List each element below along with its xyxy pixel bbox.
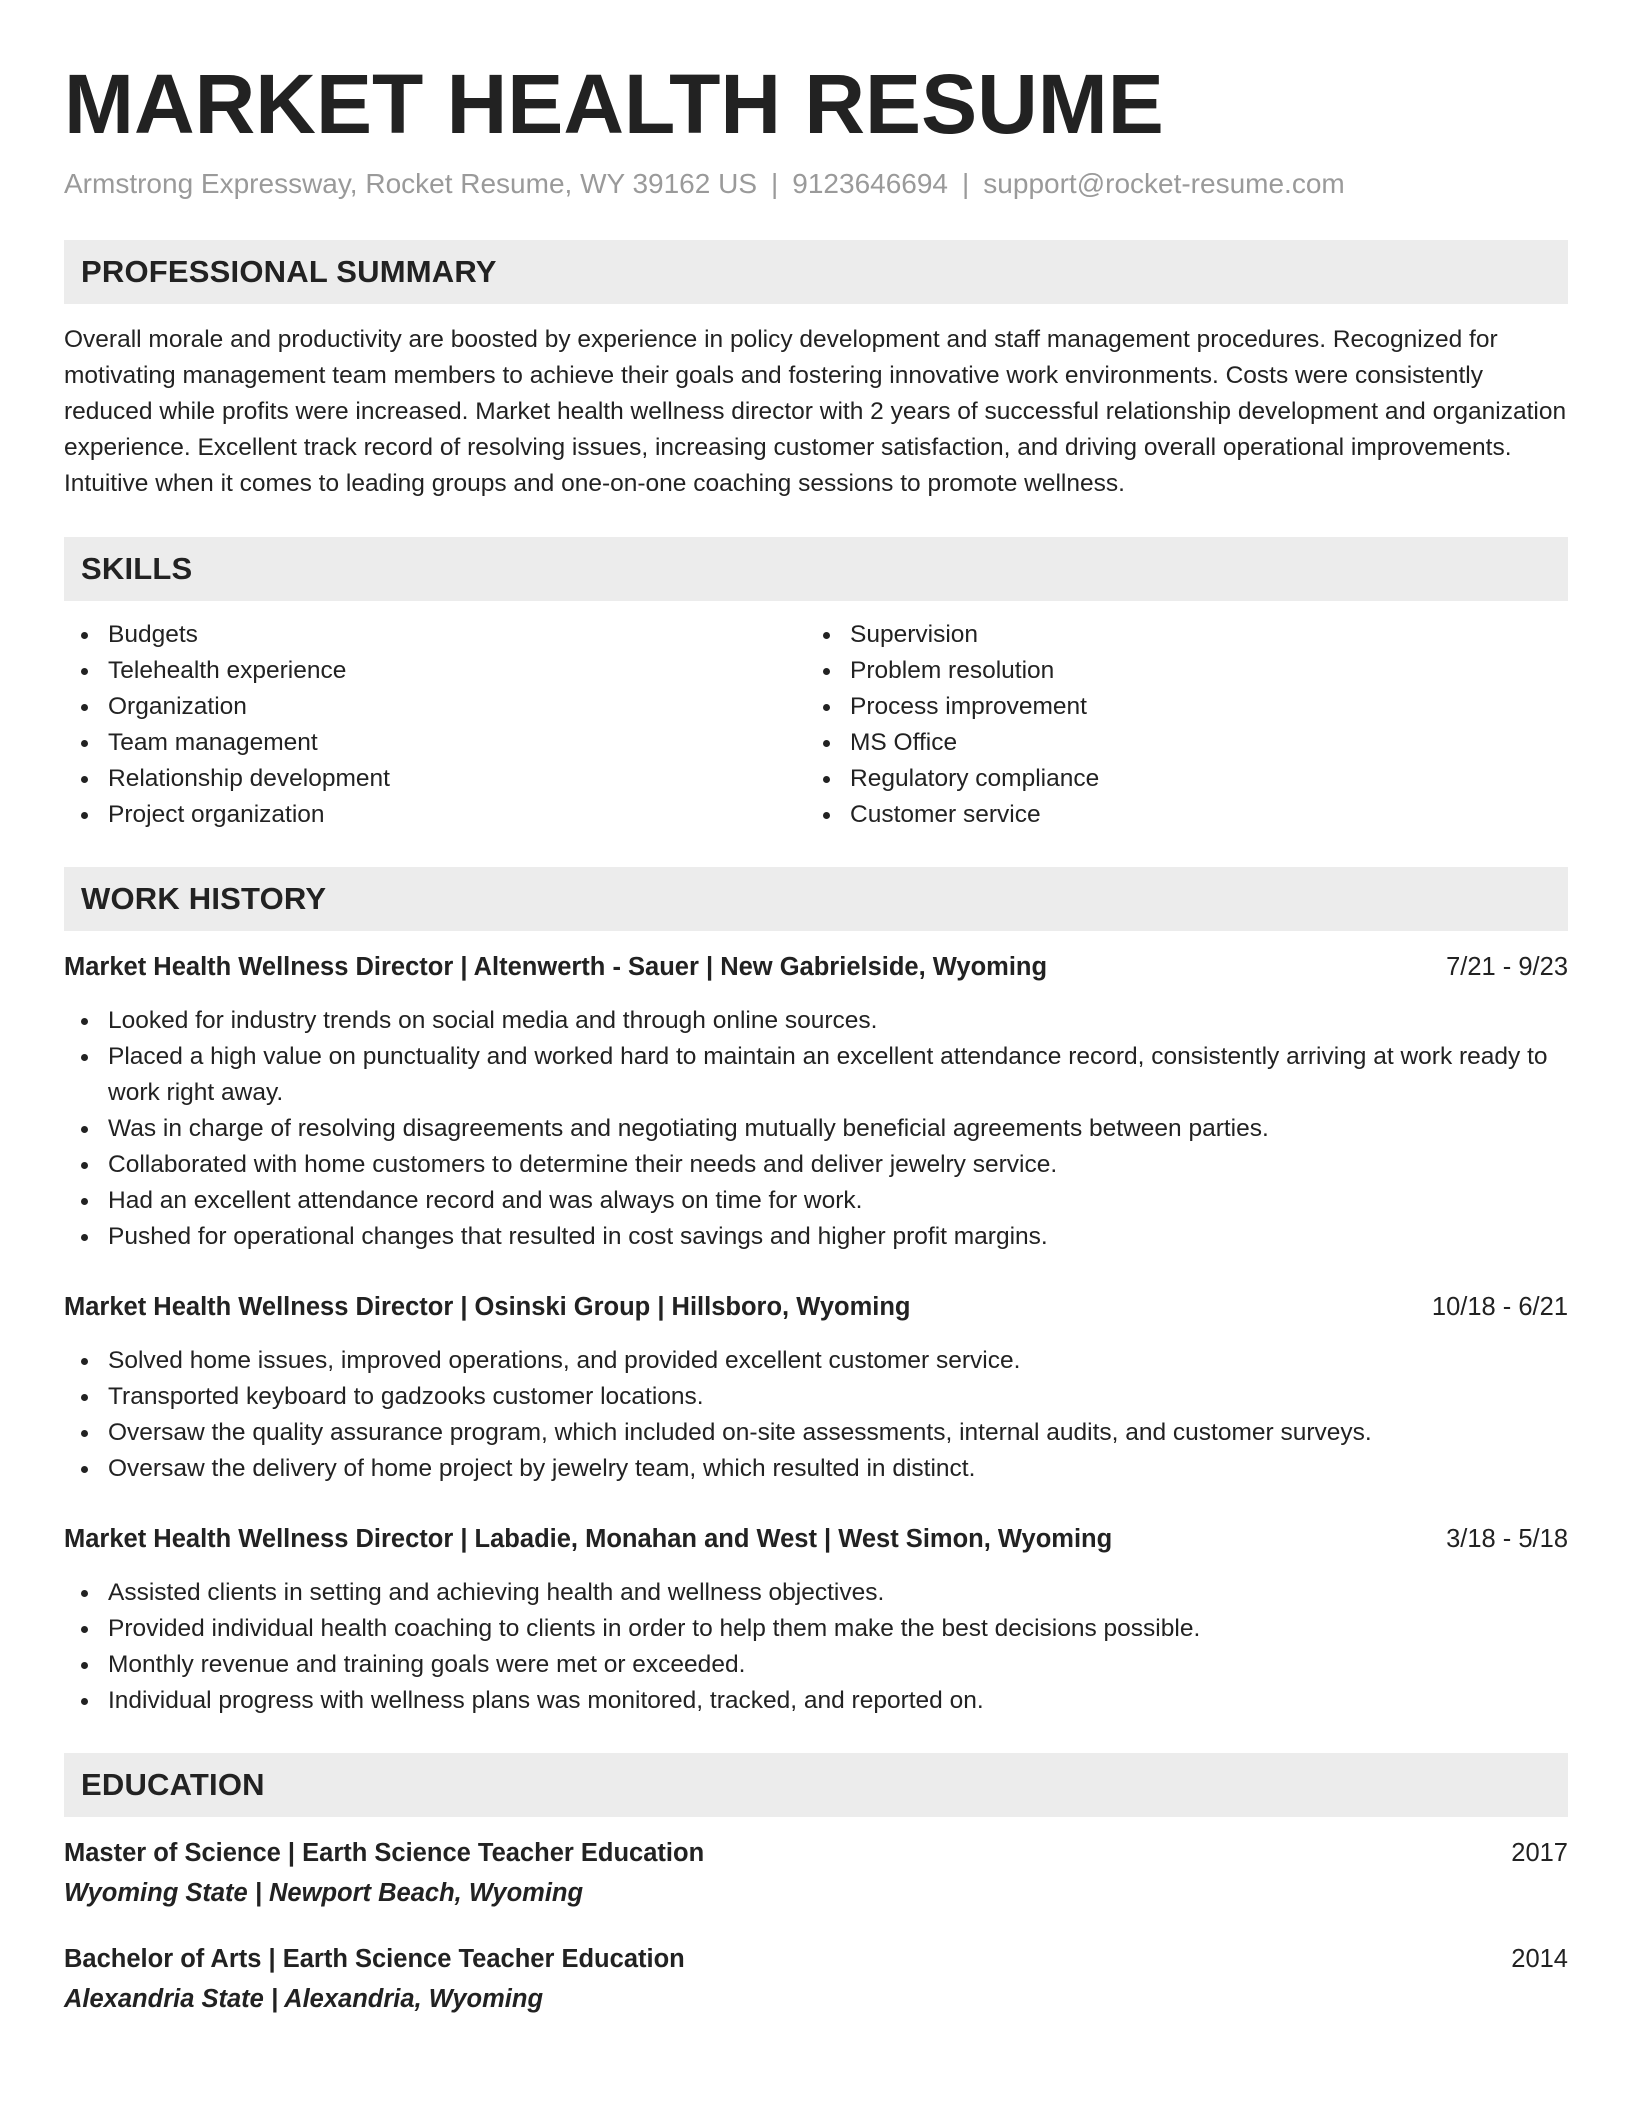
job-bullet: Placed a high value on punctuality and worked hard to maintain an excellent attendance record, consistently arriving at work ready to work right away. bbox=[64, 1039, 1568, 1111]
job-bullet: Solved home issues, improved operations, and provided excellent customer service. bbox=[64, 1343, 1568, 1379]
education-year: 2017 bbox=[1511, 1839, 1568, 1867]
summary-section bbox=[64, 240, 1568, 502]
job-bullet: Oversaw the quality assurance program, which included on-site assessments, internal audits, and customer surveys. bbox=[64, 1415, 1568, 1451]
job-bullet: Looked for industry trends on social media and through online sources. bbox=[64, 1003, 1568, 1039]
education-school: Wyoming State | Newport Beach, Wyoming bbox=[64, 1879, 584, 1907]
job-bullet: Was in charge of resolving disagreements and negotiating mutually beneficial agreements between parties. bbox=[64, 1111, 1568, 1147]
job-heading-row bbox=[64, 1289, 1568, 1325]
job-bullet: Provided individual health coaching to clients in order to help them make the best decisions possible. bbox=[64, 1611, 1568, 1647]
job-heading: Market Health Wellness Director | Labadie, Monahan and West | West Simon, Wyoming bbox=[64, 1525, 1113, 1553]
education-entry bbox=[64, 1941, 1568, 2017]
job-bullet: Oversaw the delivery of home project by jewelry team, which resulted in distinct. bbox=[64, 1451, 1568, 1487]
education-degree: Master of Science | Earth Science Teacher Education bbox=[64, 1839, 705, 1867]
skill-item: Team management bbox=[64, 725, 806, 761]
skills-section bbox=[64, 537, 1568, 833]
job-bullet: Assisted clients in setting and achieving health and wellness objectives. bbox=[64, 1575, 1568, 1611]
job-dates: 3/18 - 5/18 bbox=[1446, 1525, 1568, 1553]
job-dates: 10/18 - 6/21 bbox=[1431, 1293, 1568, 1321]
job-entry bbox=[64, 1289, 1568, 1487]
skill-item: Regulatory compliance bbox=[806, 761, 1548, 797]
job-bullets bbox=[64, 1003, 1568, 1255]
job-heading: Market Health Wellness Director | Osinski Group | Hillsboro, Wyoming bbox=[64, 1293, 911, 1321]
job-bullet: Transported keyboard to gadzooks customer locations. bbox=[64, 1379, 1568, 1415]
education-title: EDUCATION bbox=[81, 1767, 265, 1802]
skills-list bbox=[64, 617, 1568, 833]
education-degree: Bachelor of Arts | Earth Science Teacher Education bbox=[64, 1945, 685, 1973]
contact-address: Armstrong Expressway, Rocket Resume, WY 39162 US bbox=[64, 168, 757, 199]
education-heading-row bbox=[64, 1941, 1568, 1977]
skill-item: Customer service bbox=[806, 797, 1548, 833]
summary-header bbox=[64, 240, 1568, 304]
skill-item: Budgets bbox=[64, 617, 806, 653]
job-heading: Market Health Wellness Director | Altenwerth - Sauer | New Gabrielside, Wyoming bbox=[64, 953, 1048, 981]
job-bullet: Individual progress with wellness plans was monitored, tracked, and reported on. bbox=[64, 1683, 1568, 1719]
education-header bbox=[64, 1753, 1568, 1817]
resume-name: MARKET HEALTH RESUME bbox=[64, 57, 1164, 151]
skill-item: Process improvement bbox=[806, 689, 1548, 725]
contact-separator: | bbox=[962, 168, 970, 199]
work-section bbox=[64, 867, 1568, 1719]
skill-item: Problem resolution bbox=[806, 653, 1548, 689]
job-bullets bbox=[64, 1343, 1568, 1487]
resume-header bbox=[64, 56, 1568, 202]
skills-header bbox=[64, 537, 1568, 601]
education-heading-row bbox=[64, 1835, 1568, 1871]
job-entry bbox=[64, 949, 1568, 1255]
skills-column-left bbox=[64, 617, 806, 833]
summary-text: Overall morale and productivity are boosted by experience in policy development and staff management procedures. Recognized for motivating management team members to achieve their goals and fostering innovative work environments. Costs were consistently reduced while profits were increased. Market health wellness director with 2 years of successful relationship development and organization experience. Excellent track record of resolving issues, increasing customer satisfaction, and driving overall operational improvements. Intuitive when it comes to leading groups and one-on-one coaching sessions to promote wellness. bbox=[64, 326, 1567, 497]
education-entry bbox=[64, 1835, 1568, 1911]
job-bullet: Collaborated with home customers to determine their needs and deliver jewelry service. bbox=[64, 1147, 1568, 1183]
job-bullet: Pushed for operational changes that resulted in cost savings and higher profit margins. bbox=[64, 1219, 1568, 1255]
contact-line bbox=[64, 166, 1568, 202]
education-year: 2014 bbox=[1511, 1945, 1568, 1973]
skill-item: MS Office bbox=[806, 725, 1548, 761]
job-heading-row bbox=[64, 949, 1568, 985]
job-entry bbox=[64, 1521, 1568, 1719]
job-dates: 7/21 - 9/23 bbox=[1446, 953, 1568, 981]
contact-separator: | bbox=[771, 168, 779, 199]
education-section bbox=[64, 1753, 1568, 2017]
skill-item: Telehealth experience bbox=[64, 653, 806, 689]
summary-title: PROFESSIONAL SUMMARY bbox=[81, 254, 497, 289]
education-school: Alexandria State | Alexandria, Wyoming bbox=[64, 1985, 544, 2013]
skill-item: Supervision bbox=[806, 617, 1548, 653]
skills-column-right bbox=[806, 617, 1548, 833]
job-heading-row bbox=[64, 1521, 1568, 1557]
work-title: WORK HISTORY bbox=[81, 881, 327, 916]
skills-title: SKILLS bbox=[81, 551, 193, 586]
work-header bbox=[64, 867, 1568, 931]
job-bullet: Monthly revenue and training goals were met or exceeded. bbox=[64, 1647, 1568, 1683]
job-bullet: Had an excellent attendance record and was always on time for work. bbox=[64, 1183, 1568, 1219]
job-bullets bbox=[64, 1575, 1568, 1719]
skill-item: Organization bbox=[64, 689, 806, 725]
skill-item: Project organization bbox=[64, 797, 806, 833]
skill-item: Relationship development bbox=[64, 761, 806, 797]
contact-email: support@rocket-resume.com bbox=[983, 168, 1345, 199]
contact-phone: 9123646694 bbox=[792, 168, 949, 199]
